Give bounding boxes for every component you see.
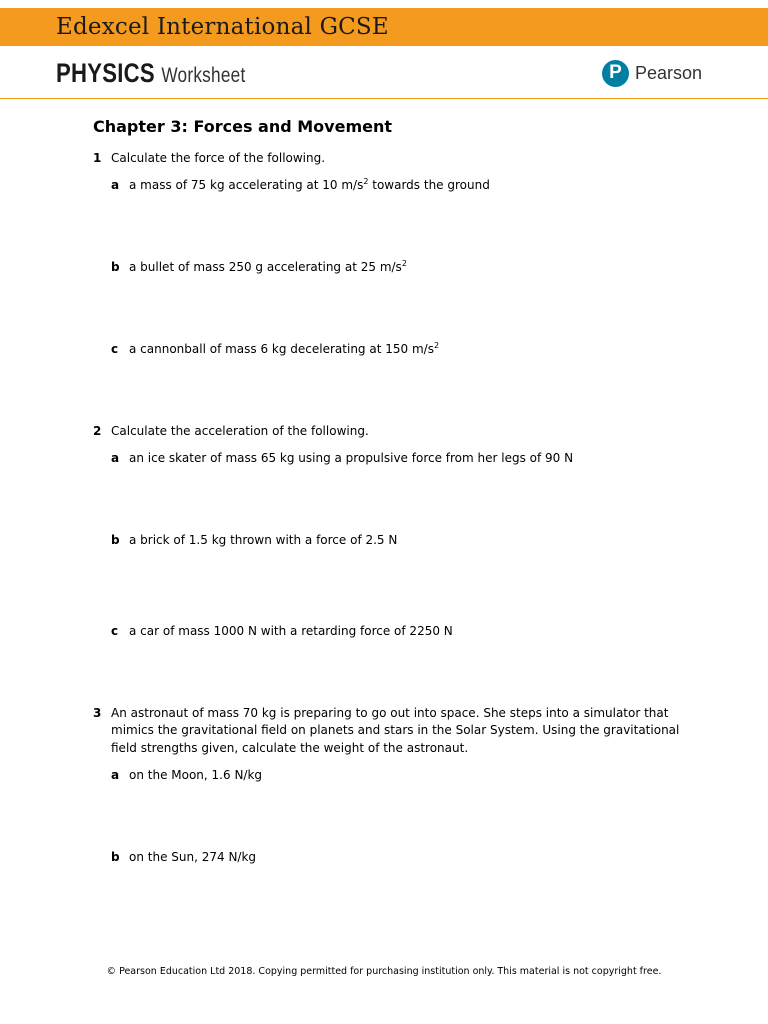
question-text: Calculate the force of the following. (111, 151, 326, 165)
part-text: a bullet of mass 250 g accelerating at 25 $m/s^2$ (129, 259, 407, 274)
copyright-text: © Pearson Education Ltd 2018. Copying permitted for purchasing institution only. This material is not copyright free. (106, 966, 662, 977)
pearson-logo (602, 58, 702, 88)
part-text: a brick of 1.5 kg thrown with a force of 2.5 N (129, 533, 398, 547)
subject-name: PHYSICS (56, 58, 155, 88)
question-number: 1 (93, 151, 102, 165)
question-text-line: field strengths given, calculate the weight of the astronaut. (111, 741, 469, 755)
part-text: on the Sun, 274 N/kg (129, 850, 257, 864)
question-number: 3 (93, 706, 102, 720)
part-text: a cannonball of mass 6 kg decelerating at 150 $m/s^2$ (129, 341, 440, 356)
part-text: a mass of 75 kg accelerating at 10 $m/s^2$ towards the ground (129, 177, 490, 192)
subject-suffix: Worksheet (161, 64, 246, 87)
copyright-footer (0, 966, 768, 977)
part-text: an ice skater of mass 65 kg using a propulsive force from her legs of 90 N (129, 451, 574, 465)
part-letter: a (111, 178, 120, 192)
question-text: Calculate the acceleration of the following. (111, 424, 369, 438)
question-number: 2 (93, 424, 102, 438)
part-letter: a (111, 768, 120, 782)
chapter-title: Chapter 3: Forces and Movement (93, 117, 393, 136)
part-letter: b (111, 260, 120, 274)
part-letter: a (111, 451, 120, 465)
question-text-line: mimics the gravitational field on planets and stars in the Solar System. Using the gravitational (111, 723, 680, 737)
part-text: a car of mass 1000 N with a retarding force of 2250 N (129, 624, 453, 638)
header-divider (0, 98, 768, 99)
pearson-logo-icon: P (602, 60, 629, 87)
part-text: on the Moon, 1.6 N/kg (129, 768, 263, 782)
part-letter: c (111, 342, 119, 356)
part-letter: b (111, 533, 120, 547)
part-letter: b (111, 850, 120, 864)
pearson-logo-text: Pearson (635, 62, 703, 83)
banner-title: Edexcel International GCSE (56, 14, 389, 40)
question-text-line: An astronaut of mass 70 kg is preparing to go out into space. She steps into a simulator that (111, 706, 669, 720)
part-letter: c (111, 624, 119, 638)
subject-title (56, 58, 246, 89)
